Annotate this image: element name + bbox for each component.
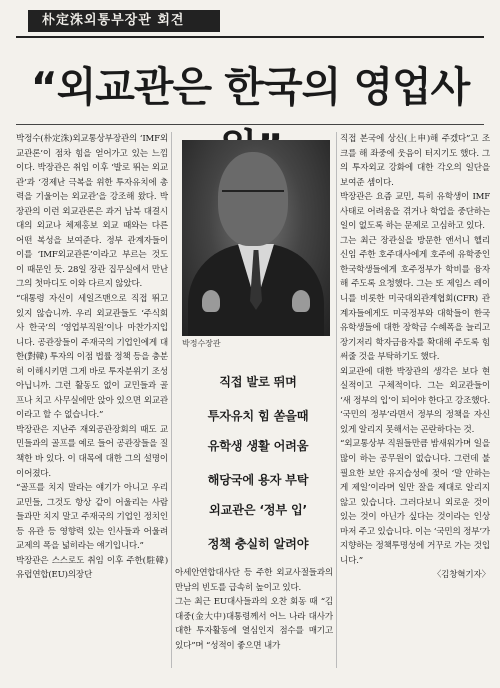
pull-quote-line: 투자유치 힘 쏟을때 <box>207 409 309 423</box>
column-2-paragraph: 아세안연합대사단 등 주한 외교사절들과의 만남의 빈도를 급속히 높이고 있다. <box>175 568 333 593</box>
column-1 <box>16 132 168 668</box>
column-2-paragraph: 그는 최근 EU대사들과의 오찬 회동 때 “김대중(金大中)대통령께서 어느 나라 대사가 대한 투자활동에 열심인지 점수를 매기고 있다”며 “성적이 좋으면 내가 <box>175 597 333 651</box>
microphone-icon <box>202 290 220 312</box>
column-2 <box>175 566 333 670</box>
column-3-paragraph: 박장관은 요즘 교민, 특히 유학생이 IMF사태로 어려움을 겪거나 학업을 중단하는 일이 없도록 하는 문제로 고심하고 있다. <box>340 192 490 232</box>
column-1-paragraph: 박장관은 스스로도 취임 이후 주한(駐韓) 유럽연합(EU)의장단 <box>16 555 168 581</box>
column-1-paragraph: 박장관은 지난주 재외공관장회의 때도 교민들과의 골프를 예로 들어 공관장들을 질책한 바 있다. 이 대목에 대한 그의 설명이 이어졌다. <box>16 424 168 479</box>
pull-quote-line: 외교관은 ‘정부 입’ <box>209 503 307 517</box>
article-page <box>10 6 490 682</box>
column-3-paragraph: 외교관에 대한 박장관의 생각은 보다 현실적이고 구체적이다. 그는 외교관들이 ‘새 정부의 입’이 되어야 한다고 강조했다. ‘국민의 정부’라면서 정부의 정책을 자신있게 알리지 못해서는 곤란하다는 것. <box>340 366 490 435</box>
pull-quote-line: 해당국에 용자 부탁 <box>207 473 309 487</box>
headline-divider <box>16 124 484 125</box>
column-3-paragraph: “외교통상부 직원들만큼 밤새워가며 일을 많이 하는 공무원이 없습니다. 그런데 불필요한 보안 유지습성에 젖어 ‘말 안하는게 제일’이라며 일만 잘을 제대로 알리지 않고 있습니다. 그러다보니 외로운 것이 있는 것이 아닌가 싶다는 것이라는 인상마저 주고 있습니다. 이는 ‘국민의 정부’가 지향하는 정책투명성에 거꾸로 가는 것입니다.” <box>340 439 490 566</box>
column-1-paragraph: “대통령 자신이 세일즈맨으로 직접 뛰고 있지 않습니까. 우리 외교관들도 ‘주식회사 한국’의 ‘영업부직원’이나 마찬가지입니다. 공관장들이 주재국의 기업인에게 대한(對韓) 투자의 이점 법률 정책 등을 충분히 이해시키면 그게 바로 투자분위기 조성 아닙니까. 그런 활동도 없이 교민들과 골프나 치고 사무실에만 앉아 있으면 외교관이라고 할 수 없습니다.” <box>16 294 168 421</box>
pull-quote-line: 유학생 생활 어려움 <box>207 439 309 453</box>
column-divider <box>336 132 337 668</box>
column-3-paragraph: 직접 본국에 상신(上申)해 주겠다”고 조크를 해 좌중에 웃음이 터지기도 했다. 그 의 투자외교 강화에 대한 각오의 일단을 보여준 셈이다. <box>340 134 490 188</box>
column-divider <box>171 132 172 668</box>
kicker-divider <box>16 36 484 38</box>
article-kicker: 朴定洙외통부장관 회견 <box>28 10 220 32</box>
microphone-icon <box>292 290 310 312</box>
byline: 〈김창혁기자〉 <box>432 570 490 581</box>
headline: “외교관은 한국의 영업사 <box>30 63 470 111</box>
glasses-shape <box>222 190 284 200</box>
column-1-paragraph: “골프를 치지 말라는 얘기가 아니고 우리 교민들, 그것도 항상 같이 어울리는 사람들과만 치지 말고 주재국의 기업인 정치인 등 유관 등 영향력 있는 인사들과 어울려 교제의 폭을 넓히라는 얘기입니다.” <box>16 483 168 552</box>
column-3-paragraph: 그는 최근 장관실을 방문한 앤서니 헬리 신임 주한 호주대사에게 호주에 유학중인 한국학생들에게 호주정부가 학비를 융자해 주도록 요청했다. 그는 또 제임스 레이니를 비롯한 미국대외관계협회(CFR) 관계자들에게도 미국정부와 대학들이 한국유학생들에 대한 장학금 수혜폭을 늘리고 장기저리 학자금융자를 확대해 주도록 힘써줄 것을 부탁하기도 했다. <box>340 235 490 363</box>
pull-quote-line: 정책 충실히 알려야 <box>207 537 309 551</box>
photo-caption: 박정수장관 <box>182 339 221 348</box>
pull-quote-line: 직접 발로 뛰며 <box>219 375 297 389</box>
column-3 <box>340 132 490 668</box>
portrait-photo <box>182 140 330 336</box>
pull-quote-box <box>184 374 332 566</box>
column-1-paragraph: 박정수(朴定洙)외교통상부장관의 ‘IMF외교관론’이 점차 힘을 얻어가고 있는 느낌이다. 박장관은 취임 이후 ‘발로 뛰는 외교관’과 ‘경제난 극복을 위한 투자유치에 총력을 기울이는 외교관’을 강조해 왔다. 박장관의 이런 외교관론은 과거 남북 대결시대의 외교나 체제홍보 외교 때와는 다른 어떤 복성을 보여준다. 정부 관계자들이 이를 ‘IMF외교관론’이라고 부르는 것도 이 때문인 듯. 28일 장관 집무실에서 만난 그의 첫마디도 이와 다르지 않았다. <box>16 134 168 290</box>
